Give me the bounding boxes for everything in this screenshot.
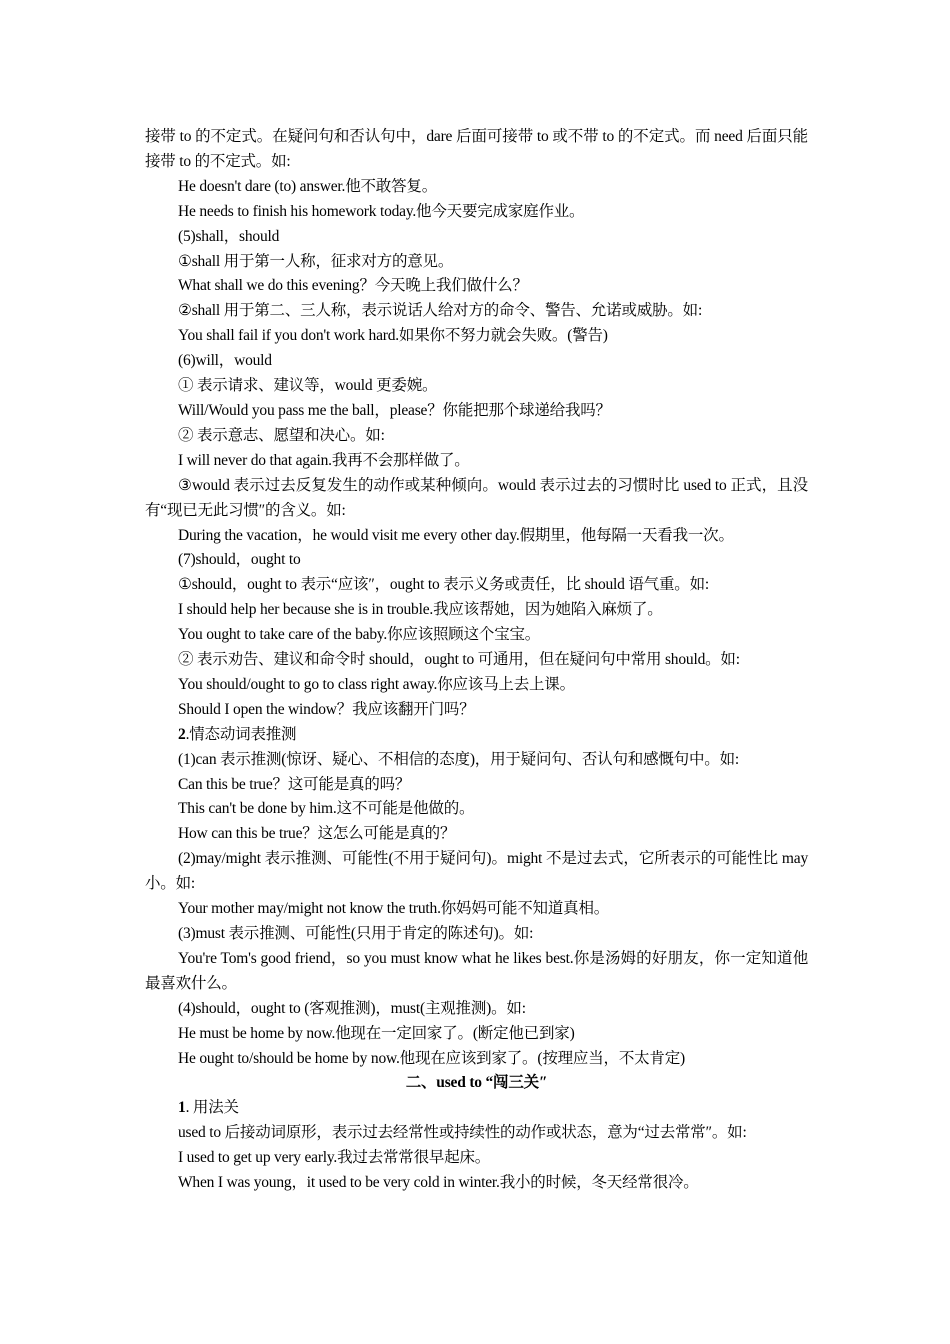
text-line: Will/Would you pass me the ball，please？你能把那个球递给我吗？: [178, 401, 611, 419]
document-page: [145, 125, 808, 1196]
text-line: He must be home by now.他现在一定回家了。(断定他已到家): [178, 1024, 575, 1042]
text-line: (5)shall，should: [178, 227, 280, 245]
text-line: ① 表示请求、建议等，would 更委婉。: [178, 377, 438, 395]
section-heading-text: .情态动词表推测: [185, 725, 297, 743]
text-line: How can this be true？这怎么可能是真的？: [178, 825, 456, 843]
text-line: (3)must 表示推测、可能性(只用于肯定的陈述句)。如:: [178, 925, 534, 942]
section-number: 2: [178, 725, 186, 743]
text-line: (1)can 表示推测(惊讶、疑心、不相信的态度)，用于疑问句、否认句和感慨句中。如:: [178, 750, 739, 768]
section-heading: [145, 1096, 808, 1121]
text-line: Should I open the window？我应该翻开门吗？: [178, 700, 475, 718]
text-line: ② 表示意志、愿望和决心。如:: [178, 426, 385, 444]
text-line: I should help her because she is in trouble.我应该帮她，因为她陷入麻烦了。: [178, 601, 663, 619]
section-heading-text: . 用法关: [185, 1099, 239, 1117]
text-line: 接带 to 的不定式。在疑问句和否认句中，dare 后面可接带 to 或不带 to 的不定式。而 need 后面只能接带 to 的不定式。如:: [145, 128, 808, 170]
text-line: He ought to/should be home by now.他现在应该到家了。(按理应当，不太肯定): [178, 1049, 685, 1067]
text-paragraph: used to 后接动词原形，表示过去经常性或持续性的动作或状态，意为“过去常常″。如:: [178, 1124, 747, 1142]
text-paragraph: You're Tom's good friend，so you must know what he likes best.你是汤姆的好朋友，你一定知道他最喜欢什么。: [145, 949, 808, 992]
text-line: (6)will，would: [178, 352, 272, 370]
text-line: This can't be done by him.这不可能是他做的。: [178, 800, 475, 818]
text-paragraph: (2)may/might 表示推测、可能性(不用于疑问句)。might 不是过去式，它所表示的可能性比 may 小。如:: [145, 850, 808, 893]
text-line: Your mother may/might not know the truth.你妈妈可能不知道真相。: [178, 900, 610, 918]
text-line: I will never do that again.我再不会那样做了。: [178, 451, 470, 469]
section-heading: [145, 723, 808, 748]
chapter-heading: 二、used to “闯三关″: [405, 1074, 548, 1092]
text-paragraph: ③would 表示过去反复发生的动作或某种倾向。would 表示过去的习惯时比 used to 正式，且没有“现已无此习惯″的含义。如:: [145, 476, 808, 519]
text-line: ② 表示劝告、建议和命令时 should，ought to 可通用，但在疑问句中常用 should。如:: [178, 651, 740, 669]
text-line: You shall fail if you don't work hard.如果你不努力就会失败。(警告): [178, 327, 608, 345]
section-number: 1: [178, 1099, 186, 1117]
text-line: What shall we do this evening？今天晚上我们做什么？: [178, 277, 528, 295]
text-line: Can this be true？这可能是真的吗？: [178, 775, 411, 793]
text-line: During the vacation，he would visit me every other day.假期里，他每隔一天看我一次。: [178, 526, 734, 544]
text-line: He doesn't dare (to) answer.他不敢答复。: [178, 177, 438, 195]
text-line: (4)should，ought to (客观推测)，must(主观推测)。如:: [178, 999, 526, 1017]
text-line: When I was young，it used to be very cold in winter.我小的时候，冬天经常很冷。: [178, 1174, 699, 1192]
text-line: I used to get up very early.我过去常常很早起床。: [178, 1149, 491, 1167]
text-line: He needs to finish his homework today.他今天要完成家庭作业。: [178, 202, 585, 220]
text-line: ②shall 用于第二、三人称，表示说话人给对方的命令、警告、允诺或威胁。如:: [178, 302, 703, 320]
text-line: ①should，ought to 表示“应该″，ought to 表示义务或责任，比 should 语气重。如:: [178, 576, 709, 594]
text-line: You should/ought to go to class right away.你应该马上去上课。: [178, 675, 575, 693]
text-line: (7)should，ought to: [178, 551, 301, 569]
text-line: You ought to take care of the baby.你应该照顾这个宝宝。: [178, 626, 541, 644]
text-line: ①shall 用于第一人称，征求对方的意见。: [178, 252, 454, 270]
